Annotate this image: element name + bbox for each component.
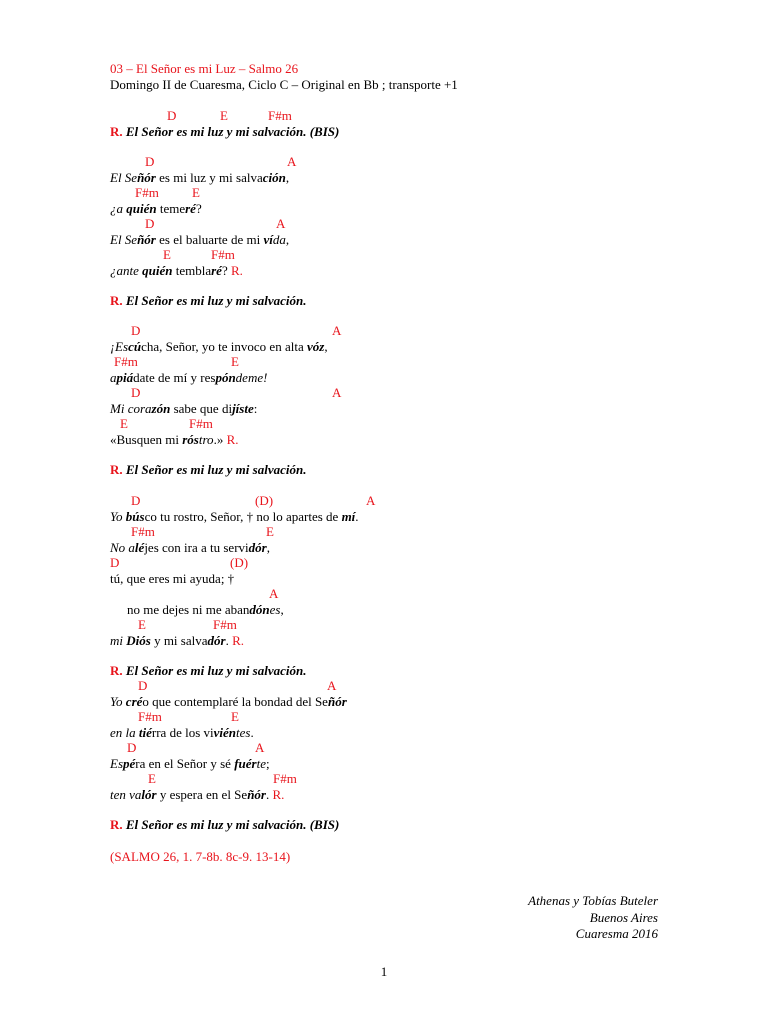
chord: F#m [213,617,237,632]
chord: E [231,354,239,369]
lyric-line: Mi corazón sabe que dijíste: [110,401,258,416]
lyric-line: apiádate de mí y respóndeme! [110,370,268,385]
lyric-line: ten valór y espera en el Señór. R. [110,787,285,802]
chord: F#m [138,709,162,724]
lyric-line: en la tiérra de los viviéntes. [110,725,254,740]
chord: F#m [114,354,138,369]
chord-line [110,154,297,169]
chord-line [110,493,376,508]
chord: A [327,678,337,693]
song-title: 03 – El Señor es mi Luz – Salmo 26 [110,61,299,76]
chord: D [145,154,155,169]
chord: F#m [189,416,213,431]
chord-line [110,108,292,123]
chord-line [110,740,265,755]
chord: A [366,493,376,508]
chord-line [110,216,286,231]
chord: D [167,108,177,123]
chord: (D) [230,555,249,570]
place-line: Buenos Aires [589,910,658,925]
chord-line [110,678,337,693]
chord: F#m [135,185,159,200]
chord: E [231,709,239,724]
lyric-line: El Señór es el baluarte de mi vída, [110,232,290,247]
lyric-line: ¿ante quién temblaré? R. [110,263,243,278]
chord-line [110,354,239,369]
lyric-line: Yo créo que contemplaré la bondad del Señór [110,694,347,709]
lyric-line: no me dejes ni me abandónes, [127,602,284,617]
chord-line [110,555,249,570]
refrain-text: El Señor es mi luz y mi salvación. [125,124,307,139]
chord: A [255,740,265,755]
lyric-line: «Busquen mi róstro.» R. [110,432,239,447]
chord: A [276,216,286,231]
chord: F#m [268,108,292,123]
page-number: 1 [380,964,388,979]
chord-line [110,247,235,262]
chord: E [138,617,146,632]
chord: F#m [273,771,297,786]
chord: E [220,108,228,123]
chord-line [110,185,200,200]
chord-line [110,586,279,601]
refrain-line [110,124,339,139]
chord: E [148,771,156,786]
chord: E [266,524,274,539]
chord: D [110,555,120,570]
chord: E [163,247,171,262]
chord-line [110,617,237,632]
chord-line [110,709,239,724]
chord-line [110,416,213,431]
chord: (D) [255,493,274,508]
song-subtitle: Domingo II de Cuaresma, Ciclo C – Original en Bb ; transporte +1 [110,77,458,92]
r-marker: R. [110,124,123,139]
lyric-line: No aléjes con ira a tu servidór, [110,540,270,555]
chord: A [287,154,297,169]
refrain-line: R. El Señor es mi luz y mi salvación. (BIS) [110,817,340,832]
lyric-line: El Señór es mi luz y mi salvación, [110,170,290,185]
lyric-line: ¿a quién temeré? [110,201,202,216]
chord: D [131,323,141,338]
chord: A [332,385,342,400]
lyric-line: ¡Escúcha, Señor, yo te invoco en alta vóz, [110,339,328,354]
lyric-line: Yo búsco tu rostro, Señor, † no lo apartes de mí. [110,509,359,524]
chord: D [145,216,155,231]
author-line: Athenas y Tobías Buteler [528,893,658,908]
psalm-reference: (SALMO 26, 1. 7-8b. 8c-9. 13-14) [110,849,291,864]
lyric-line: tú, que eres mi ayuda; † [110,571,235,586]
chord-line [110,385,342,400]
chord-line [110,771,297,786]
bis-marker: (BIS) [309,124,340,139]
lyric-line: Espéra en el Señor y sé fuérte; [110,756,270,771]
chord: E [120,416,128,431]
chord: D [131,385,141,400]
refrain-line: R. El Señor es mi luz y mi salvación. [110,293,307,308]
chord: A [332,323,342,338]
chord: F#m [211,247,235,262]
chord: E [192,185,200,200]
lyric-line: mi Diós y mi salvadór. R. [110,633,244,648]
chord: D [138,678,148,693]
chord-line [110,524,274,539]
refrain-line: R. El Señor es mi luz y mi salvación. [110,663,307,678]
chord: F#m [131,524,155,539]
chord: D [127,740,137,755]
refrain-line: R. El Señor es mi luz y mi salvación. [110,462,307,477]
date-line: Cuaresma 2016 [575,926,658,941]
chord-line [110,323,342,338]
chord: A [269,586,279,601]
chord: D [131,493,141,508]
